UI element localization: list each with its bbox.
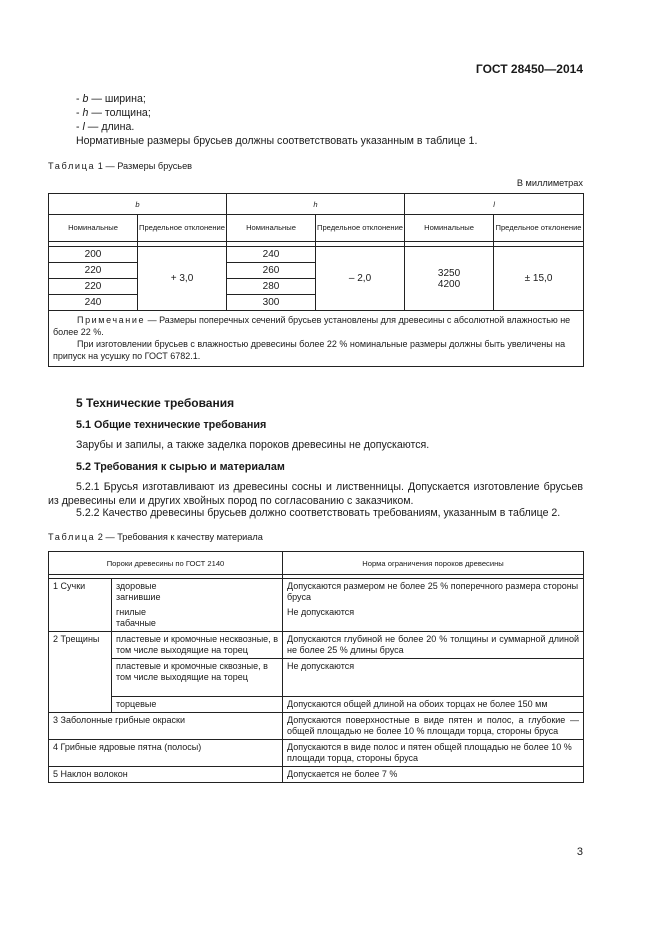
col-head-b: b (49, 194, 227, 215)
table1-caption (48, 161, 192, 171)
caption-word: Таблица (48, 161, 96, 171)
defect-norm: Не допускаются (283, 659, 584, 697)
h-deviation-cell: – 2,0 (316, 247, 405, 311)
caption-title: 2 — Требования к качеству материала (97, 532, 263, 542)
h-nominal-cell: 300 (227, 295, 316, 311)
defect-norm: Допускаются в виде полос и пятен общей площадью не более 10 % площади торца, стороны бруса (283, 740, 584, 767)
defect-norm: Допускаются поверхностные в виде пятен и полос, а глубокие — общей площадью не более 10 % площади торца, стороны бруса (283, 713, 584, 740)
symbol-b: b (82, 93, 89, 105)
section-5-title: 5 Технические требования (76, 396, 235, 410)
head-defects: Пороки древесины по ГОСТ 2140 (49, 552, 283, 575)
intro-paragraph: Нормативные размеры брусьев должны соответствовать указанным в таблице 1. (76, 135, 478, 147)
defect-subtype: пластевые и кромочные несквозные, в том числе выходящие на торец (112, 632, 283, 659)
bullet: - (76, 93, 83, 105)
l-deviation-cell: ± 15,0 (494, 247, 584, 311)
standard-header: ГОСТ 28450—2014 (475, 62, 583, 76)
l-nominal-cell (405, 247, 494, 311)
b-nominal-cell: 220 (49, 279, 138, 295)
b-nominal-cell: 200 (49, 247, 138, 263)
col-head-h: h (227, 194, 405, 215)
sub-head: Номинальные (227, 215, 316, 242)
b-deviation-cell: + 3,0 (138, 247, 227, 311)
note-text-2: При изготовлении брусьев с влажностью древесины более 22 % номинальные размеры должны быть увеличены на припуск на усушку по ГОСТ 6782.1. (53, 339, 566, 361)
defect-name: 2 Трещины (49, 632, 112, 713)
sub-head: Предельное отклонение (138, 215, 227, 242)
table-dimensions (48, 193, 584, 367)
section-5-2-1-text: 5.2.1 Брусья изготавливают из древесины сосны и лиственницы. Допускается изготовление брусьев из древесины ели и других хвойных пород по согласованию с заказчиком. (48, 481, 583, 507)
intro-item-l (76, 120, 134, 134)
table1-note (49, 311, 584, 367)
l-nominal-2: 4200 (437, 278, 461, 290)
intro-item-b (76, 92, 146, 106)
table-quality (48, 551, 584, 783)
sub-head: Номинальные (405, 215, 494, 242)
col-head-l: l (405, 194, 584, 215)
caption-title: 1 — Размеры брусьев (97, 161, 193, 171)
page-number: 3 (576, 846, 583, 858)
note-text-1: — Размеры поперечных сечений брусьев установлены для древесины с абсолютной влажностью не более 22 %. (53, 315, 571, 337)
sub-head: Предельное отклонение (316, 215, 405, 242)
defect-norm: Допускаются размером не более 25 % поперечного размера стороны бруса (283, 579, 584, 606)
intro-text: — толщина; (88, 107, 151, 119)
section-5-2-title: 5.2 Требования к сырью и материалам (76, 461, 285, 473)
defect-name: 5 Наклон волокон (49, 767, 283, 783)
note-label: Примечание (77, 315, 146, 325)
b-nominal-cell: 220 (49, 263, 138, 279)
defect-norm: Допускаются глубиной не более 20 % толщины и суммарной длиной не более 25 % длины бруса (283, 632, 584, 659)
h-nominal-cell: 280 (227, 279, 316, 295)
defect-subtype: гнилые табачные (112, 605, 283, 632)
intro-text: — длина. (84, 121, 135, 133)
sub-head: Предельное отклонение (494, 215, 584, 242)
sub-head: Номинальные (49, 215, 138, 242)
defect-subtype: здоровые загнившие (112, 579, 283, 606)
head-norm: Норма ограничения пороков древесины (283, 552, 584, 575)
defect-name: 4 Грибные ядровые пятна (полосы) (49, 740, 283, 767)
h-nominal-cell: 260 (227, 263, 316, 279)
intro-text: — ширина; (88, 93, 146, 105)
defect-norm: Не допускаются (283, 605, 584, 632)
defect-subtype: торцевые (112, 697, 283, 713)
caption-word: Таблица (48, 532, 96, 542)
section-5-1-title: 5.1 Общие технические требования (76, 419, 267, 431)
note-line-1 (53, 314, 579, 338)
section-5-2-2-text: 5.2.2 Качество древесины брусьев должно соответствовать требованиям, указанным в таблице 2. (76, 507, 561, 519)
defect-name: 1 Сучки (49, 579, 112, 632)
intro-item-h (76, 106, 151, 120)
bullet: - (76, 107, 83, 119)
section-5-1-text: Зарубы и запилы, а также заделка пороков древесины не допускаются. (76, 439, 430, 451)
defect-name: 3 Заболонные грибные окраски (49, 713, 283, 740)
h-nominal-cell: 240 (227, 247, 316, 263)
defect-norm: Допускаются общей длиной на обоих торцах не более 150 мм (283, 697, 584, 713)
symbol-l: l (82, 121, 85, 133)
symbol-h: h (82, 107, 89, 119)
units-label: В миллиметрах (516, 178, 583, 188)
bullet: - (76, 121, 83, 133)
table2-caption (48, 532, 263, 542)
l-nominal-1: 3250 (437, 267, 461, 279)
defect-subtype: пластевые и кромочные сквозные, в том числе выходящие на торец (112, 659, 283, 697)
b-nominal-cell: 240 (49, 295, 138, 311)
defect-norm: Допускается не более 7 % (283, 767, 584, 783)
